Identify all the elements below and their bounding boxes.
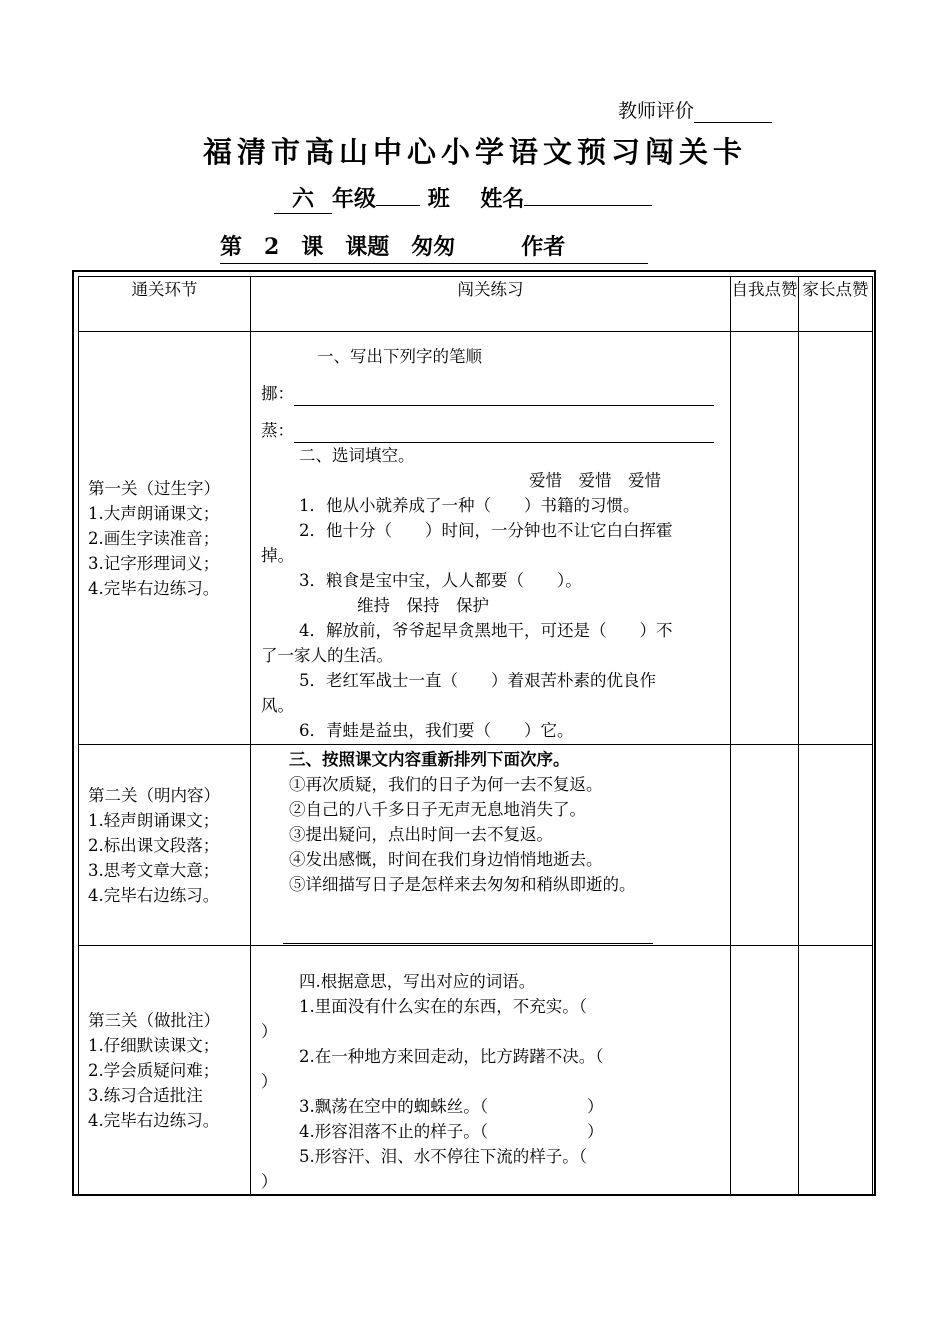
stage2-step: 2.标出课文段落； xyxy=(88,835,220,855)
class-blank[interactable] xyxy=(376,205,420,206)
stage3-self-like[interactable] xyxy=(731,946,799,1196)
class-label: 班 xyxy=(427,186,450,212)
word-question-2: 2.在一种地方来回走动，比方踌躇不决。（ xyxy=(299,1047,604,1066)
stage3-step: 1.仔细默读课文； xyxy=(88,1036,220,1055)
stage2-step: 3.思考文章大意； xyxy=(88,860,220,880)
stage2-exercise xyxy=(251,745,731,946)
stage1-step: 1.大声朗诵课文； xyxy=(88,503,220,523)
table-header-row xyxy=(79,277,873,332)
stage3-cell xyxy=(79,946,251,1196)
page-title: 福清市高山中心小学语文预习闯关卡 xyxy=(202,135,747,169)
question-2: 2．他十分（ ）时间，一分钟也不让它白白挥霍 xyxy=(299,521,673,540)
section2-title: 二、选词填空。 xyxy=(299,446,415,465)
table-row-stage3 xyxy=(79,946,873,1196)
order-item: ③提出疑问，点出时间一去不复返。 xyxy=(289,825,553,844)
stage1-cell xyxy=(79,332,251,745)
section3-title: 三、按照课文内容重新排列下面次序。 xyxy=(289,750,570,769)
section1-title: 一、写出下列字的笔顺 xyxy=(317,347,482,366)
stage1-title: 第一关（过生字） xyxy=(88,478,220,498)
order-item: ①再次质疑，我们的日子为何一去不复返。 xyxy=(289,775,603,794)
lesson-line: 第 2 课 课题 匆匆 作者 xyxy=(220,230,648,264)
stage3-step: 2.学会质疑问难； xyxy=(88,1061,220,1080)
word-question-4: 4.形容泪落不止的样子。（ ） xyxy=(299,1122,604,1141)
exercise-table xyxy=(78,276,873,1196)
stage2-step: 4.完毕右边练习。 xyxy=(88,885,220,905)
stage3-exercise xyxy=(251,946,731,1196)
stage3-step: 3.练习合适批注 xyxy=(88,1086,203,1105)
header-stage: 通关环节 xyxy=(79,277,251,332)
grade-line xyxy=(274,182,652,214)
name-blank[interactable] xyxy=(524,205,652,206)
table-row-stage2 xyxy=(79,745,873,946)
stage2-step: 1.轻声朗诵课文； xyxy=(88,810,220,830)
header-parent-like: 家长点赞 xyxy=(799,277,873,332)
char2-label: 蒸： xyxy=(261,421,294,440)
stage3-title: 第三关（做批注） xyxy=(88,1011,220,1030)
section4-title: 四.根据意思，写出对应的词语。 xyxy=(299,972,536,991)
stage2-self-like[interactable] xyxy=(731,745,799,946)
word-question-3: 3.飘荡在空中的蜘蛛丝。（ ） xyxy=(299,1097,604,1116)
stage1-parent-like[interactable] xyxy=(799,332,873,745)
question-5: 5．老红军战士一直（ ）着艰苦朴素的优良作 xyxy=(299,671,656,690)
stage3-parent-like[interactable] xyxy=(799,946,873,1196)
header-exercise: 闯关练习 xyxy=(251,277,731,332)
stage2-title: 第二关（明内容） xyxy=(88,785,220,805)
word-question-1-cont: ） xyxy=(261,1022,278,1041)
order-item: ②自己的八千多日子无声无息地消失了。 xyxy=(289,800,586,819)
word-question-2-cont: ） xyxy=(261,1072,278,1091)
stage3-step: 4.完毕右边练习。 xyxy=(88,1111,220,1130)
stage1-self-like[interactable] xyxy=(731,332,799,745)
teacher-evaluation xyxy=(618,96,772,123)
char1-label: 挪： xyxy=(261,384,294,403)
question-4: 4．解放前，爷爷起早贪黑地干，可还是（ ）不 xyxy=(299,621,673,640)
word-question-5: 5.形容汗、泪、水不停往下流的样子。（ xyxy=(299,1147,587,1166)
question-3: 3．粮食是宝中宝，人人都要（ ）。 xyxy=(299,571,582,590)
header-self-like: 自我点赞 xyxy=(731,277,799,332)
stage1-step: 4.完毕右边练习。 xyxy=(88,578,220,598)
question-1: 1．他从小就养成了一种（ ）书籍的习惯。 xyxy=(299,496,640,515)
teacher-eval-blank[interactable] xyxy=(694,104,772,123)
order-item: ④发出感慨，时间在我们身边悄悄地逝去。 xyxy=(289,850,603,869)
order-answer-blank[interactable] xyxy=(283,943,653,944)
stage2-parent-like[interactable] xyxy=(799,745,873,946)
question-2-cont: 掉。 xyxy=(261,546,294,565)
word-choices-1: 爱惜 爱惜 爱惜 xyxy=(529,471,661,490)
grade-value: 六 xyxy=(274,182,332,214)
name-label: 姓名 xyxy=(480,186,525,212)
order-item: ⑤详细描写日子是怎样来去匆匆和稍纵即逝的。 xyxy=(289,875,636,894)
stage1-step: 3.记字形理词义； xyxy=(88,553,220,573)
table-row-stage1 xyxy=(79,332,873,745)
stage1-exercise xyxy=(251,332,731,745)
word-question-1: 1.里面没有什么实在的东西，不充实。（ xyxy=(299,997,587,1016)
question-5-cont: 风。 xyxy=(261,696,294,715)
stage2-cell xyxy=(79,745,251,946)
char1-stroke-blank[interactable] xyxy=(294,405,714,406)
grade-label: 年级 xyxy=(332,186,377,212)
question-6: 6．青蛙是益虫，我们要（ ）它。 xyxy=(299,721,574,740)
word-choices-2: 维持 保持 保护 xyxy=(357,596,489,615)
stage1-step: 2.画生字读准音； xyxy=(88,528,220,548)
teacher-eval-label: 教师评价 xyxy=(618,100,695,122)
word-question-5-cont: ） xyxy=(261,1172,278,1191)
question-4-cont: 了一家人的生活。 xyxy=(261,646,393,665)
